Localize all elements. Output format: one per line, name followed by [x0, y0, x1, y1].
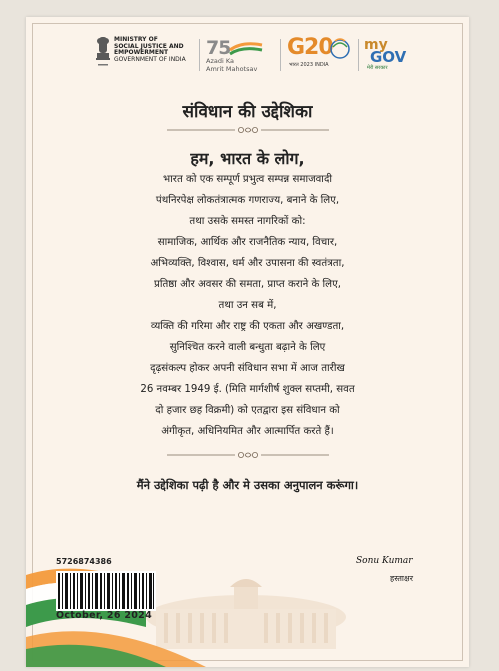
azadi-ka-amrit-mahotsav-logo — [204, 37, 274, 75]
document-title: संविधान की उद्देशिका — [182, 102, 313, 122]
preamble-line: दृढ़संकल्प होकर अपनी संविधान सभा में आज तारीख — [150, 363, 345, 374]
signature-label: हस्ताक्षर — [390, 574, 413, 583]
logo-divider — [280, 39, 281, 71]
azadi-line-2: Amrit Mahotsav — [206, 65, 258, 73]
mygov-top: my — [364, 37, 388, 53]
g20-mark: G20 — [287, 35, 333, 60]
g20-tagline: भारत 2023 INDIA — [289, 62, 329, 68]
preamble-line: दो हजार छह विक्रमी) को एतद्वारा इस संविधान को — [155, 405, 340, 416]
preamble-line: अभिव्यक्ति, विश्वास, धर्म और उपासना की स्वतंत्रता, — [150, 258, 345, 269]
mygov-tagline: मेरी सरकार — [367, 65, 388, 71]
preamble-line: अंगीकृत, अधिनियमित और आत्मार्पित करते हैं। — [161, 426, 334, 437]
certificate-number: 5726874386 — [56, 557, 112, 566]
logo-bar — [26, 31, 469, 91]
ministry-name — [114, 37, 186, 63]
preamble-opening: हम, भारत के लोग, — [190, 149, 305, 168]
logo-divider — [358, 39, 359, 71]
azadi-line-1: Azadi Ka — [206, 57, 234, 65]
government-of-india: GOVERNMENT OF INDIA — [114, 55, 186, 63]
preamble-line: सुनिश्चित करने वाली बन्धुता बढ़ाने के लिए — [169, 342, 326, 353]
flag-swoosh-icon — [228, 41, 264, 57]
signature: Sonu Kumar — [356, 556, 413, 566]
ministry-line-2: SOCIAL JUSTICE AND — [114, 42, 184, 50]
preamble-line: तथा उसके समस्त नागरिकों को: — [189, 216, 306, 227]
pledge-statement: मैंने उद्देशिका पढ़ी है और मे उसका अनुपालन करूंगा। — [136, 478, 359, 492]
barcode-icon — [56, 571, 156, 615]
logo-divider — [199, 39, 200, 71]
ministry-line-1: MINISTRY OF — [114, 36, 158, 43]
preamble-line: सामाजिक, आर्थिक और राजनैतिक न्याय, विचार, — [157, 237, 338, 248]
ornament-divider-icon — [163, 125, 333, 135]
azadi-number: 75 — [206, 37, 231, 59]
ornament-divider-icon — [163, 450, 333, 460]
preamble-line: व्यक्ति की गरिमा और राष्ट्र की एकता और अखण्डता, — [150, 321, 345, 332]
g20-logo — [287, 35, 357, 75]
mygov-logo — [364, 37, 414, 77]
preamble-line: 26 नवम्बर 1949 ई. (मिति मार्गशीर्ष शुक्ल सप्तमी, सवत — [140, 384, 355, 395]
national-emblem-icon — [94, 35, 112, 71]
certificate-date: October, 26 2024 — [56, 610, 152, 621]
ministry-line-3: EMPOWERMENT — [114, 49, 169, 57]
mygov-bottom: GOV — [370, 48, 407, 66]
pledge-certificate — [26, 17, 469, 667]
preamble-line: तथा उन सब में, — [218, 300, 277, 311]
preamble-line: प्रतिष्ठा और अवसर की समता, प्राप्त कराने के लिए, — [154, 279, 341, 290]
lotus-globe-icon — [329, 37, 351, 59]
preamble-line: भारत को एक सम्पूर्ण प्रभुत्व सम्पन्न समाजवादी — [163, 174, 332, 185]
preamble-line: पंथनिरपेक्ष लोकतंत्रात्मक गणराज्य, बनाने के लिए, — [155, 195, 340, 206]
